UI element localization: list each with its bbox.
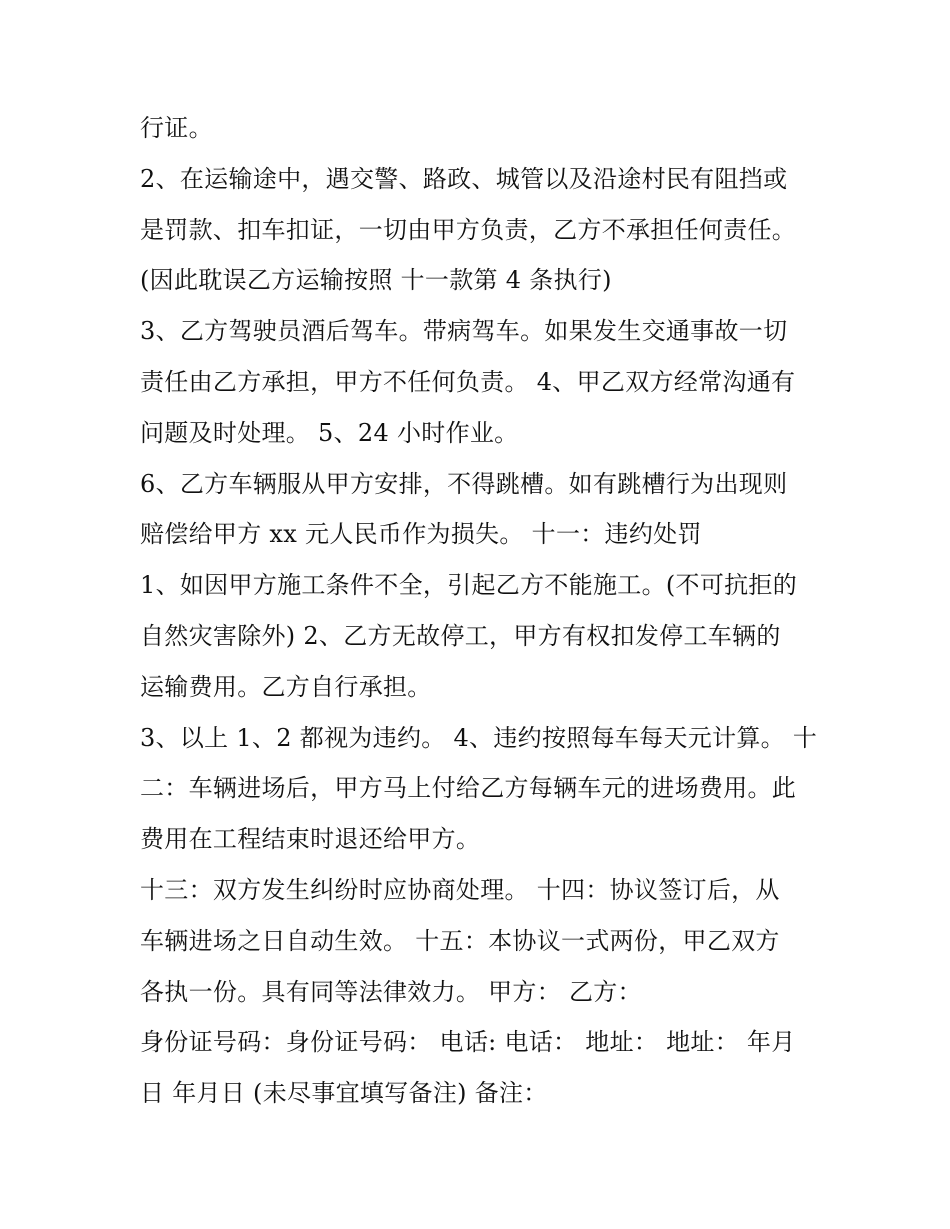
document-text-line: (因此耽误乙方运输按照 十一款第 4 条执行)	[140, 266, 612, 295]
document-text-line: 日 年月日 (未尽事宜填写备注) 备注：	[140, 1079, 548, 1108]
document-text-line: 各执一份。具有同等法律效力。 甲方： 乙方：	[140, 977, 642, 1006]
document-text-line: 1、如因甲方施工条件不全，引起乙方不能施工。(不可抗拒的	[140, 571, 798, 600]
document-text-line: 十三：双方发生纠纷时应协商处理。 十四：协议签订后，从	[140, 876, 780, 904]
document-text-line: 运输费用。乙方自行承担。	[140, 672, 432, 701]
document-text-line: 问题及时处理。 5、24 小时作业。	[140, 418, 519, 447]
document-text-line: 是罚款、扣车扣证，一切由甲方负责，乙方不承担任何责任。	[140, 215, 797, 244]
document-text-line: 行证。	[140, 114, 213, 142]
document-text-line: 身份证号码：身份证号码： 电话: 电话： 地址： 地址： 年月	[140, 1028, 796, 1057]
document-text-line: 6、乙方车辆服从甲方安排，不得跳槽。如有跳槽行为出现则	[140, 469, 788, 498]
document-text-line: 3、以上 1、2 都视为违约。 4、违约按照每车每天元计算。 十	[140, 723, 818, 752]
document-text-line: 费用在工程结束时退还给甲方。	[140, 825, 481, 854]
document-text-line: 2、在运输途中，遇交警、路政、城管以及沿途村民有阻挡或	[140, 164, 788, 193]
document-text-line: 二：车辆进场后，甲方马上付给乙方每辆车元的进场费用。此	[140, 774, 797, 803]
document-text-line: 自然灾害除外) 2、乙方无故停工，甲方有权扣发停工车辆的	[140, 622, 781, 650]
document-text-line: 车辆进场之日自动生效。 十五：本协议一式两份，甲乙双方	[140, 926, 780, 955]
document-text-line: 赔偿给甲方 xx 元人民币作为损失。 十一：违约处罚	[140, 520, 702, 549]
document-text-line: 责任由乙方承担，甲方不任何负责。 4、甲乙双方经常沟通有	[140, 368, 796, 396]
document-text-line: 3、乙方驾驶员酒后驾车。带病驾车。如果发生交通事故一切	[140, 317, 788, 346]
